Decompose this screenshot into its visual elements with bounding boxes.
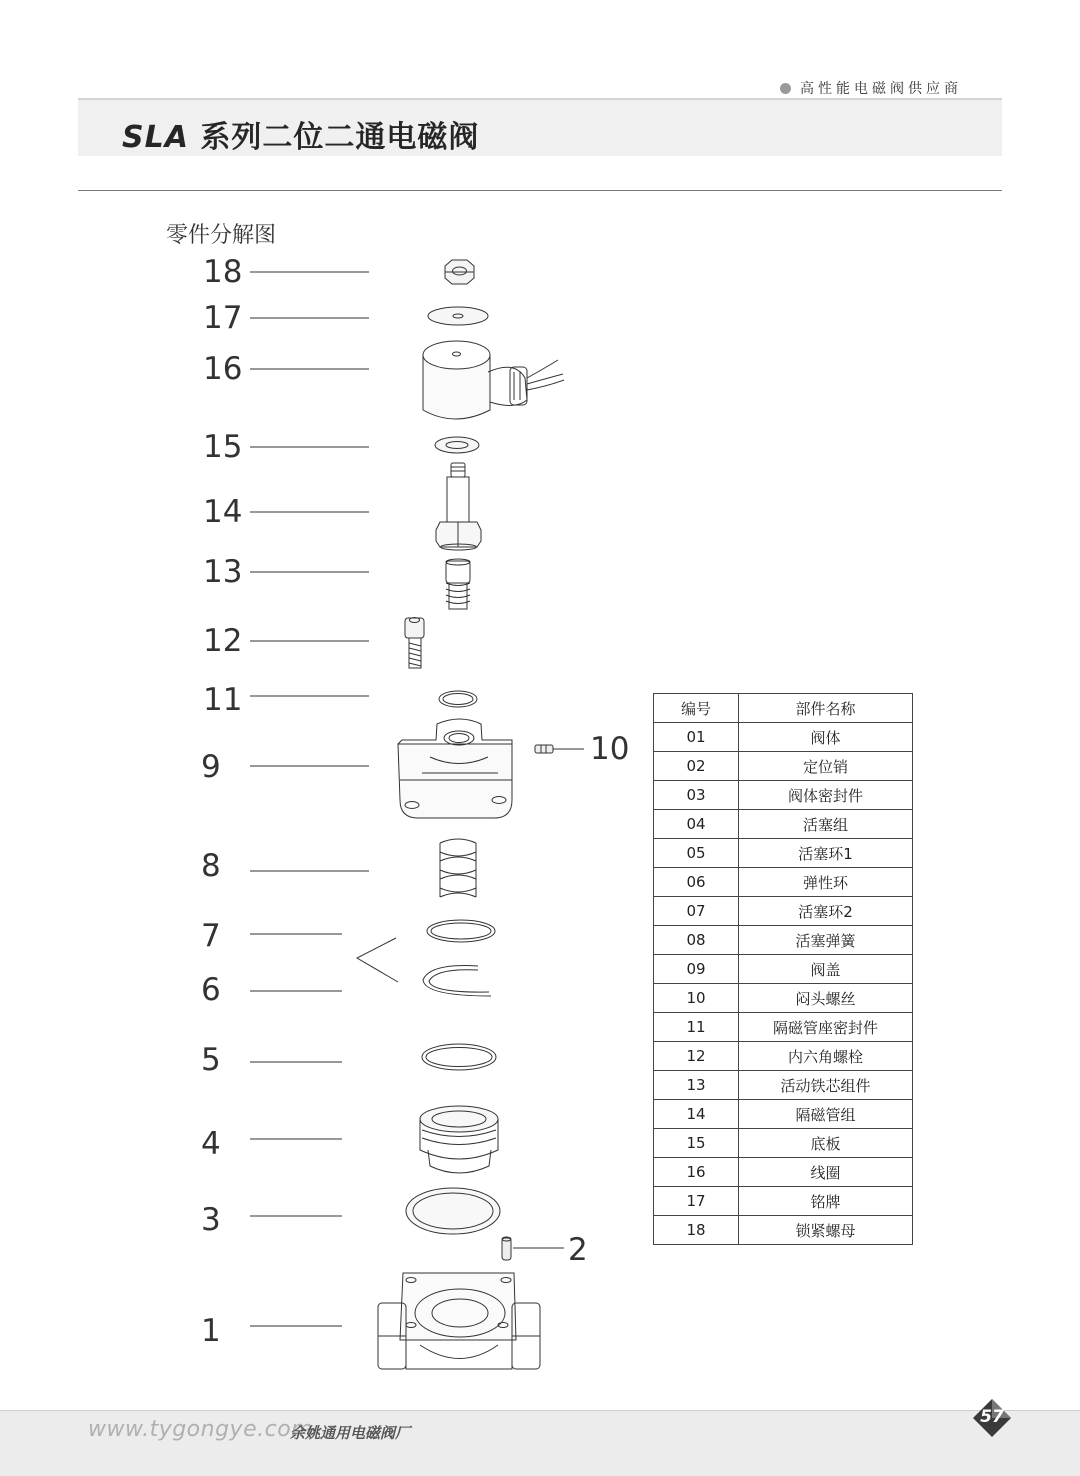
callout-1: 1 [201, 1313, 221, 1349]
part-plunger [446, 559, 470, 609]
part-body-seal [406, 1188, 500, 1234]
callout-12: 12 [203, 623, 243, 659]
part-piston-ring-1 [422, 1044, 496, 1070]
part-number: 05 [654, 839, 739, 868]
supplier-tag-text: 高性能电磁阀供应商 [800, 81, 962, 97]
part-number: 08 [654, 926, 739, 955]
part-number: 17 [654, 1187, 739, 1216]
part-base-plate [435, 437, 479, 453]
part-tube-seal [439, 691, 477, 707]
callout-4: 4 [201, 1126, 221, 1162]
table-row [654, 897, 913, 926]
part-number: 18 [654, 1216, 739, 1245]
footer-website-link[interactable]: www.tygongye.com [88, 1417, 314, 1442]
table-row [654, 781, 913, 810]
callout-18: 18 [203, 254, 243, 290]
part-name: 隔磁管组 [739, 1100, 913, 1129]
part-name: 活塞组 [739, 810, 913, 839]
part-name: 活塞环2 [739, 897, 913, 926]
part-name: 活塞环1 [739, 839, 913, 868]
part-name: 阀盖 [739, 955, 913, 984]
table-row [654, 1216, 913, 1245]
callout-9: 9 [201, 749, 221, 785]
parts-table [653, 693, 913, 1245]
table-row [654, 1158, 913, 1187]
part-name: 阀体 [739, 723, 913, 752]
callout-10: 10 [590, 731, 630, 767]
callout-3: 3 [201, 1202, 221, 1238]
callout-8: 8 [201, 848, 221, 884]
part-name: 活动铁芯组件 [739, 1071, 913, 1100]
part-nameplate [428, 307, 488, 325]
callout-13: 13 [203, 554, 243, 590]
part-number: 06 [654, 868, 739, 897]
table-header-row [654, 694, 913, 723]
callout-2: 2 [568, 1232, 588, 1268]
callout-15: 15 [203, 429, 243, 465]
part-bonnet [398, 719, 512, 818]
part-name: 闷头螺丝 [739, 984, 913, 1013]
part-number: 15 [654, 1129, 739, 1158]
part-name: 铭牌 [739, 1187, 913, 1216]
part-number: 13 [654, 1071, 739, 1100]
part-name: 活塞弹簧 [739, 926, 913, 955]
table-row [654, 1129, 913, 1158]
part-name: 阀体密封件 [739, 781, 913, 810]
title-series-code: SLA [122, 120, 189, 155]
callout-14: 14 [203, 494, 243, 530]
part-number: 04 [654, 810, 739, 839]
table-row [654, 1071, 913, 1100]
part-piston-spring [440, 839, 476, 897]
page-number: 57 [980, 1407, 1004, 1427]
table-row [654, 1042, 913, 1071]
callout-17: 17 [203, 300, 243, 336]
table-row [654, 1187, 913, 1216]
part-number: 16 [654, 1158, 739, 1187]
part-number: 11 [654, 1013, 739, 1042]
table-row [654, 868, 913, 897]
part-number: 01 [654, 723, 739, 752]
part-lock-nut [445, 260, 474, 284]
part-number: 02 [654, 752, 739, 781]
callout-7: 7 [201, 918, 221, 954]
part-name: 内六角螺栓 [739, 1042, 913, 1071]
page-number-badge [972, 1398, 1012, 1438]
callout-11: 11 [203, 682, 243, 718]
table-row [654, 839, 913, 868]
title-series-name: 系列二位二通电磁阀 [188, 120, 480, 155]
part-locating-pin [502, 1237, 511, 1260]
table-row [654, 1100, 913, 1129]
footer-company-name: 余姚通用电磁阀厂 [290, 1424, 411, 1442]
part-hex-bolt [405, 618, 424, 669]
part-name: 底板 [739, 1129, 913, 1158]
table-row [654, 1013, 913, 1042]
callout-6: 6 [201, 972, 221, 1008]
part-coil [423, 341, 564, 419]
part-name: 线圈 [739, 1158, 913, 1187]
part-name: 弹性环 [739, 868, 913, 897]
table-row [654, 984, 913, 1013]
table-row [654, 752, 913, 781]
section-subtitle: 零件分解图 [166, 223, 277, 248]
part-number: 10 [654, 984, 739, 1013]
part-number: 07 [654, 897, 739, 926]
callout-5: 5 [201, 1042, 221, 1078]
part-valve-body [378, 1273, 540, 1369]
callout-16: 16 [203, 351, 243, 387]
part-number: 14 [654, 1100, 739, 1129]
table-row [654, 955, 913, 984]
part-isolation-tube [436, 463, 481, 550]
part-name: 定位销 [739, 752, 913, 781]
table-row [654, 926, 913, 955]
column-header-part-name: 部件名称 [739, 694, 913, 723]
table-row [654, 810, 913, 839]
part-piston-ring-2 [427, 920, 495, 942]
part-number: 09 [654, 955, 739, 984]
part-piston-assembly [420, 1106, 498, 1173]
part-number: 03 [654, 781, 739, 810]
table-row [654, 723, 913, 752]
page-footer [0, 1410, 1080, 1476]
part-name: 隔磁管座密封件 [739, 1013, 913, 1042]
part-elastic-ring [423, 966, 491, 996]
column-header-number: 编号 [654, 694, 739, 723]
part-number: 12 [654, 1042, 739, 1071]
part-plug-screw [535, 745, 553, 753]
part-name: 锁紧螺母 [739, 1216, 913, 1245]
